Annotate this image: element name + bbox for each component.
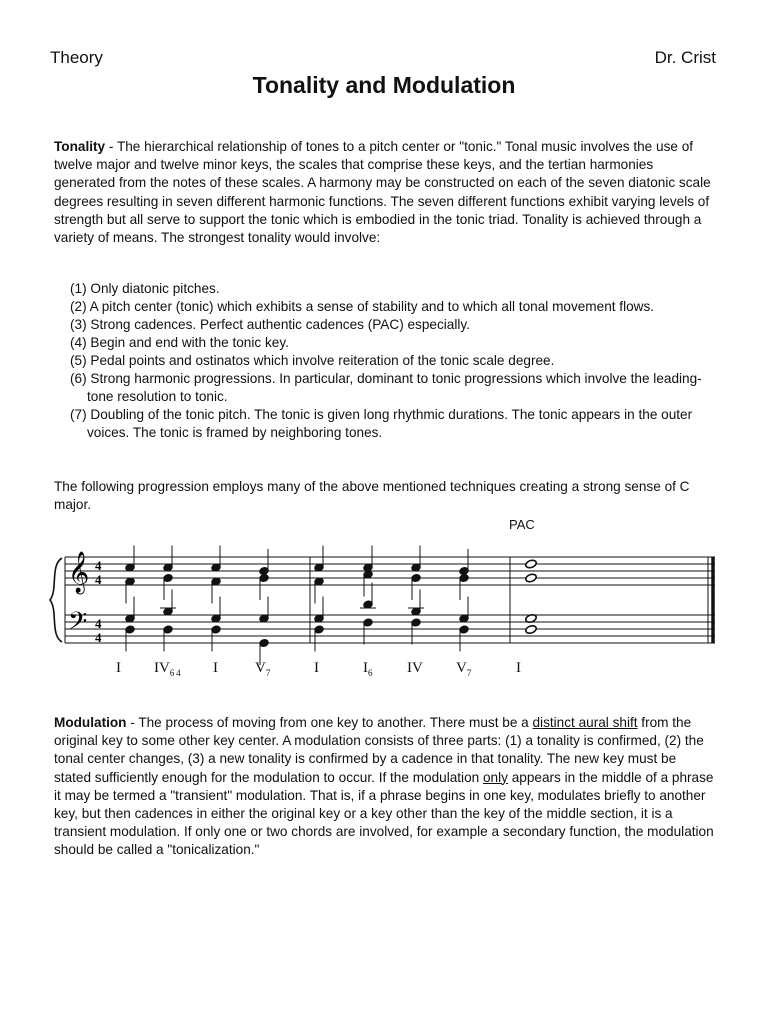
numeral-symbol: I	[516, 660, 521, 676]
criteria-item: (4) Begin and end with the tonic key.	[70, 335, 289, 350]
bass-time-top: 4	[95, 616, 102, 631]
cadence-label: PAC	[509, 517, 535, 532]
modulation-text: - The process of moving from one key to another. There must be a	[126, 715, 533, 730]
bass-clef: 𝄢	[68, 607, 88, 642]
roman-numeral	[116, 660, 121, 677]
page-title: Tonality and Modulation	[252, 72, 516, 98]
numeral-symbol: I	[116, 660, 121, 676]
roman-numeral	[363, 660, 373, 678]
course-name: Theory	[50, 48, 103, 67]
bass-time-bottom: 4	[95, 630, 102, 645]
treble-time-top: 4	[95, 558, 102, 573]
modulation-text: appears in the middle of a phrase it may be termed a "transient" modulation. That is, if a phrase begins in one key, modulates briefly to another key, but then cadences in either the original key or a key other than the key of the middle section, it is a transient modulation. If only one or two chords are involved, for example a secondary function, the modulation should be called a "tonicalization."	[54, 769, 714, 858]
treble-staff	[65, 557, 715, 585]
roman-numeral	[456, 660, 471, 678]
progression-intro: The following progression employs many of the above mentioned techniques creating a strong sense of C major.	[54, 479, 690, 513]
figured-bass: 7	[466, 668, 472, 678]
numeral-symbol: I	[213, 660, 218, 676]
roman-numeral	[314, 660, 319, 677]
emphasis-distinct-aural-shift: distinct aural shift	[532, 715, 638, 730]
treble-time-bottom: 4	[95, 572, 102, 587]
numeral-symbol: IV	[154, 660, 170, 676]
criteria-item: (5) Pedal points and ostinatos which involve reiteration of the tonic scale degree.	[70, 353, 555, 368]
roman-numeral	[407, 660, 423, 677]
modulation-term: Modulation	[54, 715, 127, 730]
tonality-definition: - The hierarchical relationship of tones to a pitch center or "tonic." Tonal music involves the use of twelve major and twelve minor keys, the scales that comprise these keys, and the tertian harmonies generated from the notes of these scales. A harmony may be constructed on each of the seven diatonic scale degrees resulting in seven different harmonic functions. The seven different functions exhibit varying levels of strength but all serve to support the tonic which is embodied in the tonic triad. Tonality is achieved through a variety of means. The strongest tonality would involve:	[54, 139, 711, 246]
tonality-paragraph	[54, 138, 714, 247]
treble-clef: 𝄞	[68, 552, 90, 593]
roman-numeral	[154, 660, 181, 678]
figured-bass: 6	[368, 668, 373, 678]
whole-note	[525, 624, 537, 634]
bass-staff	[65, 615, 715, 643]
roman-numeral	[255, 660, 270, 678]
criteria-item: (1) Only diatonic pitches.	[70, 281, 220, 296]
criteria-item: (6) Strong harmonic progressions. In particular, dominant to tonic progressions which involve the leading-tone resolution to tonic.	[70, 371, 702, 404]
instructor-name: Dr. Crist	[654, 48, 716, 67]
numeral-symbol: I	[363, 660, 368, 676]
numeral-symbol: V	[255, 660, 266, 676]
modulation-text: from the original key to some other key center. A modulation consists of three parts: (1) a tonality is confirmed, (2) the tonal center changes, (3) a new tonality is confirmed by a cadence in that tonality. The new key must be stated sufficiently enough for the modulation to occur. If the modulation	[54, 715, 704, 785]
tonality-criteria-list	[70, 280, 710, 442]
whole-note	[525, 559, 537, 569]
figured-bass: 7	[265, 668, 271, 678]
figured-bass: 6 4	[169, 668, 181, 678]
numeral-symbol: I	[314, 660, 319, 676]
criteria-item: (3) Strong cadences. Perfect authentic cadences (PAC) especially.	[70, 317, 470, 332]
criteria-item: (2) A pitch center (tonic) which exhibits a sense of stability and to which all tonal movement flows.	[70, 299, 655, 314]
notes-layer	[125, 546, 538, 666]
roman-numeral	[516, 660, 521, 677]
criteria-item: (7) Doubling of the tonic pitch. The tonic is given long rhythmic durations. The tonic appears in the outer voices. The tonic is framed by neighboring tones.	[70, 407, 693, 440]
numeral-symbol: V	[456, 660, 467, 676]
tonality-term: Tonality	[54, 139, 106, 154]
whole-note	[525, 573, 537, 583]
numeral-symbol: IV	[407, 660, 423, 676]
system-brace	[50, 558, 62, 642]
modulation-paragraph	[54, 714, 714, 860]
roman-numeral	[213, 660, 218, 677]
emphasis-only: only	[482, 769, 508, 785]
roman-numeral-row	[0, 660, 768, 690]
